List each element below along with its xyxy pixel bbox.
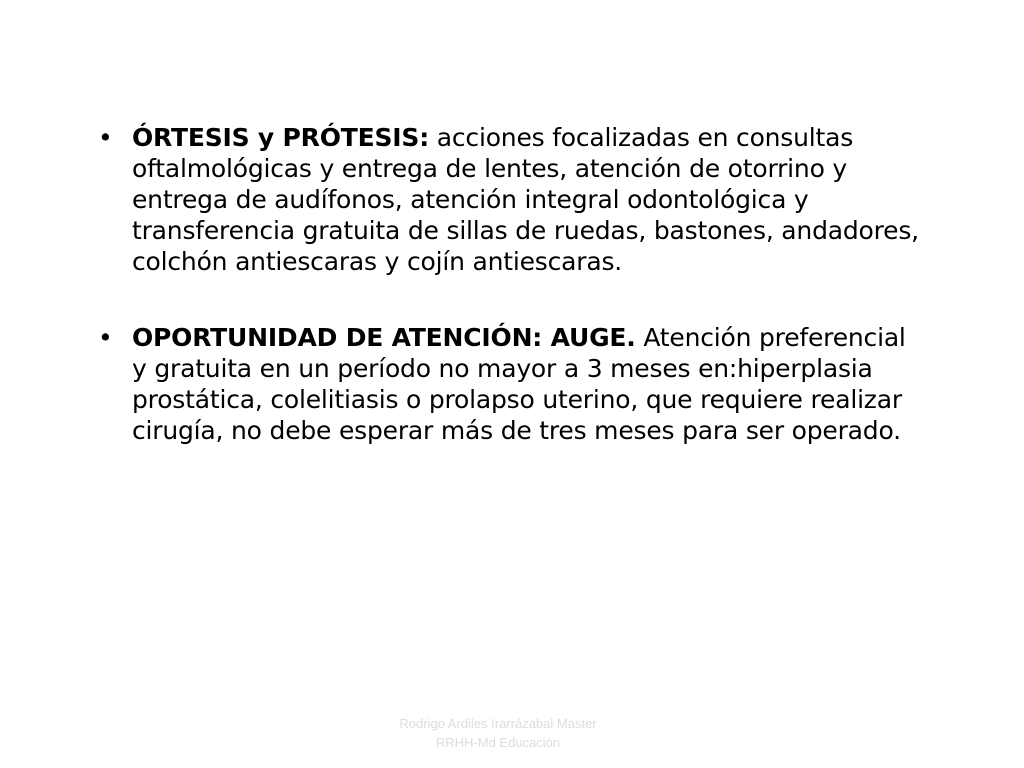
footer-author-line: Rodrigo Ardiles Irarrázabal Master xyxy=(399,716,597,731)
bullet-body-text: Atención preferencial y gratuita en un período no mayor a 3 meses en:hiperplasia prostática, colelitiasis o prolapso uterino, que requiere realizar cirugía, no debe esperar más de tres meses para ser operado. xyxy=(132,323,906,445)
bullet-list xyxy=(98,122,928,446)
bullet-lead-text: OPORTUNIDAD DE ATENCIÓN: AUGE. xyxy=(132,323,636,352)
bullet-body-text: acciones focalizadas en consultas oftalmológicas y entrega de lentes, atención de otorrino y entrega de audífonos, atención integral odontológica y transferencia gratuita de sillas de ruedas, bastones, andadores, colchón antiescaras y cojín antiescaras. xyxy=(132,123,919,276)
bullet-marker: • xyxy=(98,123,113,152)
footer-program-line: RRHH-Md Educación xyxy=(435,735,561,750)
bullet-item-ortesis-protesis xyxy=(98,122,928,277)
bullet-item-oportunidad-atencion xyxy=(98,322,928,446)
bullet-lead-text: ÓRTESIS y PRÓTESIS: xyxy=(132,123,429,152)
bullet-marker: • xyxy=(98,323,113,352)
slide-footer xyxy=(348,714,648,752)
